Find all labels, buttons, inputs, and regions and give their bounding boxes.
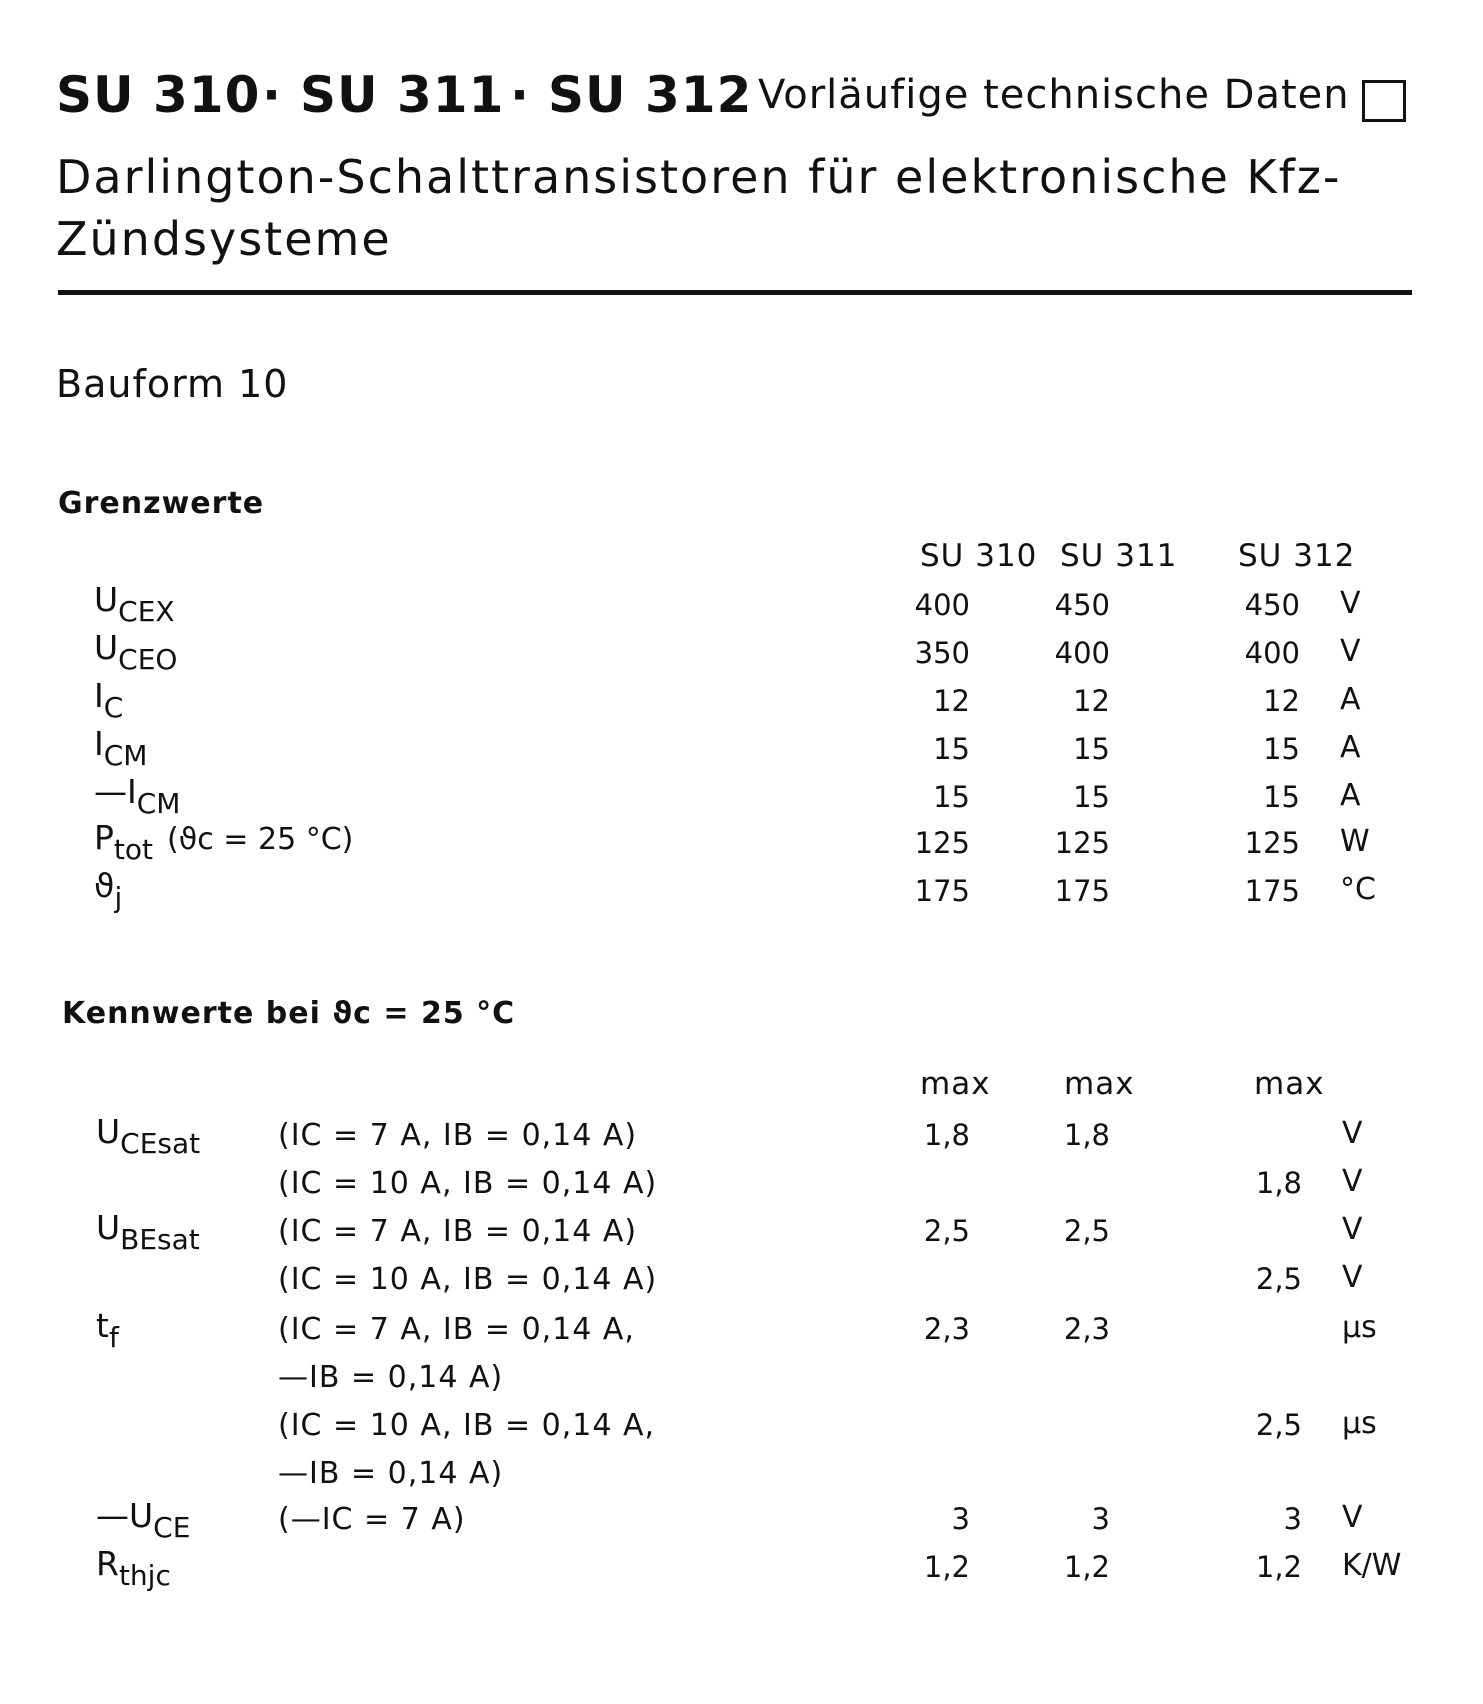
table-row-symbol xyxy=(96,1112,200,1160)
value-su311: 3 xyxy=(1091,1502,1110,1536)
test-condition: (IC = 7 A, IB = 0,14 A) xyxy=(278,1214,638,1249)
symbol-main: R xyxy=(96,1544,119,1583)
value-su312: 1,2 xyxy=(1255,1550,1302,1584)
unit: A xyxy=(1340,730,1361,765)
title-line-2: Zündsysteme xyxy=(56,212,392,266)
value-su311: 400 xyxy=(1054,636,1110,670)
value-su312: 125 xyxy=(1244,826,1300,860)
value-su312: 15 xyxy=(1263,732,1300,766)
checkbox-square-icon xyxy=(1362,80,1406,122)
symbol-main: I xyxy=(94,676,104,715)
unit: V xyxy=(1342,1500,1363,1535)
symbol-subscript: BEsat xyxy=(120,1223,200,1256)
table-row-symbol xyxy=(94,866,136,914)
symbol-main: —I xyxy=(94,772,137,811)
value-su312: 12 xyxy=(1263,684,1300,718)
col-head-max-3: max xyxy=(1254,1066,1325,1102)
value-su312: 15 xyxy=(1263,780,1300,814)
separator-dot: · xyxy=(510,66,530,124)
value-su311: 15 xyxy=(1073,732,1110,766)
test-condition: —IB = 0,14 A) xyxy=(278,1456,504,1491)
unit: °C xyxy=(1340,872,1376,907)
value-su310: 2,3 xyxy=(923,1312,970,1346)
unit: µs xyxy=(1342,1310,1377,1345)
table-row-symbol xyxy=(94,676,137,724)
symbol-subscript: tot xyxy=(113,833,153,866)
grenzwerte-heading: Grenzwerte xyxy=(58,486,265,521)
subtitle: Vorläufige technische Daten xyxy=(758,72,1350,118)
title-rule xyxy=(58,290,1412,295)
unit: V xyxy=(1340,634,1361,669)
value-su311: 1,2 xyxy=(1063,1550,1110,1584)
symbol-subscript: CM xyxy=(136,787,181,820)
symbol-main: U xyxy=(96,1112,121,1151)
value-su310: 125 xyxy=(914,826,970,860)
value-su310: 400 xyxy=(914,588,970,622)
symbol-subscript: f xyxy=(108,1321,119,1354)
symbol-subscript: CEsat xyxy=(120,1127,201,1160)
symbol-main: ϑ xyxy=(94,866,115,905)
value-su311: 12 xyxy=(1073,684,1110,718)
test-condition: (IC = 7 A, IB = 0,14 A, xyxy=(278,1312,635,1347)
value-su312: 2,5 xyxy=(1255,1408,1302,1442)
model-su311: SU 311 xyxy=(300,66,505,124)
value-su312: 2,5 xyxy=(1255,1262,1302,1296)
table-row-symbol xyxy=(94,628,191,676)
col-head-su310: SU 310 xyxy=(920,538,1038,574)
symbol-subscript: j xyxy=(114,881,123,914)
unit: K/W xyxy=(1342,1548,1402,1583)
model-su312: SU 312 xyxy=(548,66,753,124)
unit: A xyxy=(1340,682,1361,717)
value-su311: 2,3 xyxy=(1063,1312,1110,1346)
table-row-symbol xyxy=(94,580,189,628)
symbol-main: U xyxy=(94,628,119,667)
col-head-max-1: max xyxy=(920,1066,991,1102)
bauform-label: Bauform 10 xyxy=(56,362,289,406)
table-row-symbol xyxy=(96,1208,200,1256)
table-row-symbol xyxy=(96,1496,190,1544)
value-su312: 175 xyxy=(1244,874,1300,908)
col-head-max-2: max xyxy=(1064,1066,1135,1102)
symbol-main: t xyxy=(96,1306,109,1345)
value-su310: 1,2 xyxy=(923,1550,970,1584)
unit: V xyxy=(1342,1116,1363,1151)
value-su312: 1,8 xyxy=(1255,1166,1302,1200)
table-row-symbol xyxy=(94,772,194,820)
value-su311: 1,8 xyxy=(1063,1118,1110,1152)
value-su311: 15 xyxy=(1073,780,1110,814)
value-su312: 400 xyxy=(1244,636,1300,670)
unit: V xyxy=(1340,586,1361,621)
value-su310: 12 xyxy=(933,684,970,718)
title-line-1: Darlington-Schalttransistoren für elektronische Kfz- xyxy=(56,150,1342,204)
value-su310: 350 xyxy=(914,636,970,670)
test-condition: (IC = 7 A, IB = 0,14 A) xyxy=(278,1118,638,1153)
symbol-subscript: CM xyxy=(103,739,148,772)
symbol-main: I xyxy=(94,724,104,763)
table-row-symbol xyxy=(94,724,161,772)
col-head-su311: SU 311 xyxy=(1060,538,1178,574)
unit: µs xyxy=(1342,1406,1377,1441)
symbol-main: P xyxy=(94,818,114,857)
symbol-subscript: CEX xyxy=(118,595,175,628)
symbol-main: U xyxy=(96,1208,121,1247)
col-head-su312: SU 312 xyxy=(1238,538,1356,574)
value-su310: 175 xyxy=(914,874,970,908)
value-su311: 125 xyxy=(1054,826,1110,860)
value-su311: 450 xyxy=(1054,588,1110,622)
value-su310: 3 xyxy=(951,1502,970,1536)
value-su310: 15 xyxy=(933,780,970,814)
unit: A xyxy=(1340,778,1361,813)
table-row-symbol xyxy=(94,818,353,866)
unit: V xyxy=(1342,1212,1363,1247)
table-row-symbol xyxy=(96,1544,171,1592)
table-row-symbol xyxy=(96,1306,119,1354)
separator-dot: · xyxy=(262,66,282,124)
value-su310: 1,8 xyxy=(923,1118,970,1152)
test-condition: (—IC = 7 A) xyxy=(278,1502,466,1537)
kennwerte-heading: Kennwerte bei ϑc = 25 °C xyxy=(62,996,516,1031)
value-su310: 2,5 xyxy=(923,1214,970,1248)
value-su310: 15 xyxy=(933,732,970,766)
test-condition: (IC = 10 A, IB = 0,14 A) xyxy=(278,1166,658,1201)
value-su311: 2,5 xyxy=(1063,1214,1110,1248)
symbol-condition: (ϑc = 25 °C) xyxy=(167,822,354,857)
unit: V xyxy=(1342,1260,1363,1295)
test-condition: (IC = 10 A, IB = 0,14 A) xyxy=(278,1262,658,1297)
symbol-main: —U xyxy=(96,1496,154,1535)
symbol-subscript: CE xyxy=(153,1511,191,1544)
symbol-subscript: CEO xyxy=(118,643,178,676)
unit: W xyxy=(1340,824,1370,859)
test-condition: (IC = 10 A, IB = 0,14 A, xyxy=(278,1408,656,1443)
value-su312: 450 xyxy=(1244,588,1300,622)
symbol-subscript: thjc xyxy=(118,1559,171,1592)
model-su310: SU 310 xyxy=(56,66,261,124)
unit: V xyxy=(1342,1164,1363,1199)
symbol-subscript: C xyxy=(103,691,124,724)
value-su312: 3 xyxy=(1283,1502,1302,1536)
value-su311: 175 xyxy=(1054,874,1110,908)
test-condition: —IB = 0,14 A) xyxy=(278,1360,504,1395)
symbol-main: U xyxy=(94,580,119,619)
